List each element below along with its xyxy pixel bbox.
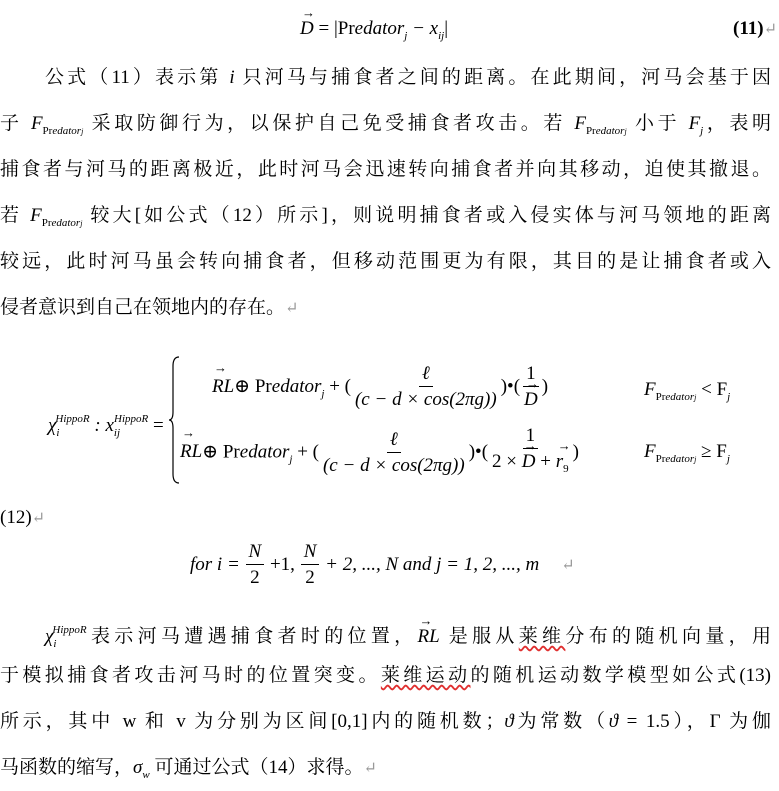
edator: edator xyxy=(239,441,290,463)
sub: edator xyxy=(595,125,625,137)
sub-9: 9 xyxy=(563,463,569,475)
vector-rl: → RL xyxy=(212,376,234,398)
plus-one: +1, xyxy=(265,553,300,575)
sub: edator xyxy=(51,217,81,229)
vector-rl: → RL xyxy=(180,441,202,463)
sigma: σ xyxy=(133,757,143,778)
numerator: 1 xyxy=(523,362,539,387)
spellcheck-word: 莱维运动 xyxy=(380,665,471,686)
vector-rl: → RL xyxy=(418,622,440,652)
equation-12-case2 xyxy=(180,424,579,482)
denominator: (c − d × cos(2πg)) xyxy=(322,454,465,476)
para1-line3 xyxy=(0,155,771,185)
equation-12-case1 xyxy=(212,362,548,413)
gamma: Γ xyxy=(709,711,721,732)
fraction xyxy=(489,424,572,482)
sub-j: j xyxy=(404,30,408,42)
minus-x: − x xyxy=(407,18,439,39)
vector-d: → D xyxy=(522,449,536,475)
oplus: ⊕ Pr xyxy=(202,441,240,463)
vector-d: → D xyxy=(300,14,314,44)
sub-j: j xyxy=(289,453,293,466)
oplus: ⊕ Pr xyxy=(234,375,272,397)
sub: Pr xyxy=(41,217,52,229)
spellcheck-word: 莱维 xyxy=(518,626,566,647)
sup: HippoR xyxy=(114,413,149,425)
text: 为常数（ xyxy=(513,711,609,732)
theta: ϑ xyxy=(504,711,514,732)
text: 子 xyxy=(0,113,23,134)
eq-sign: = xyxy=(153,415,164,436)
sub-w: w xyxy=(142,769,150,781)
sub-j: j xyxy=(80,219,83,228)
numerator: N xyxy=(301,540,320,565)
text: 为伽 xyxy=(729,711,771,732)
numerator: N xyxy=(246,540,265,565)
fraction xyxy=(521,362,541,413)
two-times: 2 × xyxy=(492,451,522,472)
plus: + ( xyxy=(292,441,319,463)
paren: ) xyxy=(541,375,549,397)
sub-j: j xyxy=(727,391,731,403)
sub-j: j xyxy=(726,453,730,465)
sup: HippoR xyxy=(55,413,90,425)
sub-j: j xyxy=(624,127,627,136)
denominator: (c − d × cos(2πg)) xyxy=(354,389,497,410)
fraction xyxy=(352,362,500,413)
numerator: ℓ xyxy=(419,362,433,387)
chi: χ xyxy=(45,626,54,647)
edator: edator xyxy=(271,375,322,397)
equation-12-lhs xyxy=(48,404,164,448)
eq-sign: = | xyxy=(318,18,338,39)
text: 所示，其中 w 和 v 为分别为区间[0,1]内的随机数； xyxy=(0,711,505,732)
sub-ij: ij xyxy=(113,427,121,439)
var-i: i xyxy=(229,67,235,88)
denominator: 2 xyxy=(250,567,260,588)
text: 采取防御行为，以保护自己免受捕食者攻击。若 xyxy=(91,113,566,134)
text: 是服从 xyxy=(448,626,519,647)
edator: edator xyxy=(354,18,405,39)
chi: χ xyxy=(48,415,57,436)
numerator: ℓ xyxy=(387,428,401,453)
paren: ) xyxy=(572,441,579,463)
var-f: F xyxy=(644,379,656,400)
var-f: F xyxy=(30,205,42,226)
text: ）， xyxy=(669,711,710,732)
condition-1 xyxy=(644,375,730,413)
text: 于模拟捕食者攻击河马时的位置突变。 xyxy=(0,665,381,686)
fraction xyxy=(320,428,468,479)
sub-j: j xyxy=(700,125,704,137)
para1-line1 xyxy=(45,63,771,93)
para1-line5 xyxy=(0,247,771,277)
paragraph-mark-icon: ↵ xyxy=(561,556,575,574)
condition-2 xyxy=(644,437,730,475)
lt-f: < F xyxy=(701,379,728,400)
para2-line1 xyxy=(45,615,771,650)
abs-close: | xyxy=(444,18,449,39)
left-brace-icon xyxy=(168,356,180,484)
text: 侵者意识到自己在领地内的存在。 xyxy=(0,297,286,318)
sub-j: j xyxy=(694,455,697,464)
pr: Pr xyxy=(337,18,355,39)
for-i: for i = xyxy=(190,553,245,575)
sub-j: j xyxy=(694,393,697,402)
para2-line3 xyxy=(0,707,771,737)
text: 马函数的缩写， xyxy=(0,757,134,778)
sub: Pr xyxy=(655,391,666,403)
dot: )•( xyxy=(500,375,521,397)
label-11: (11) xyxy=(733,18,764,39)
paragraph-mark-icon: ↵ xyxy=(285,300,299,317)
paragraph-mark-icon: ↵ xyxy=(31,510,46,527)
text: 的随机运动数学模型如公式(13) xyxy=(470,665,771,686)
text: 小于 xyxy=(635,113,681,134)
sub: edator xyxy=(52,125,82,137)
text: 若 xyxy=(0,205,23,226)
text: 只河马与捕食者之间的距离。在此期间，河马会基于因 xyxy=(242,67,772,88)
para1-line2 xyxy=(0,109,771,139)
text: = 1.5 xyxy=(618,711,670,732)
para2-line4 xyxy=(0,753,771,783)
sub: Pr xyxy=(585,125,596,137)
sub-j: j xyxy=(81,127,84,136)
paragraph-mark-icon: ↵ xyxy=(363,760,377,777)
var-f: F xyxy=(644,441,656,462)
vector-d: → D xyxy=(524,387,538,413)
rest: + 2, ..., N and j = 1, 2, ..., m xyxy=(320,553,540,575)
sub: Pr xyxy=(42,125,53,137)
sub: edator xyxy=(665,453,695,465)
denominator: 2 xyxy=(305,567,315,588)
plus: + xyxy=(535,451,556,472)
text: 较远，此时河马虽会转向捕食者，但移动范围更为有限，其目的是让捕食者或入 xyxy=(0,251,771,272)
sub: Pr xyxy=(655,453,666,465)
sub: edator xyxy=(665,391,695,403)
var-f: F xyxy=(688,113,701,134)
equation-12-label xyxy=(0,503,45,534)
para1-line6 xyxy=(0,293,771,323)
sub-ij: ij xyxy=(438,30,445,42)
theta: ϑ xyxy=(608,711,619,732)
equation-11 xyxy=(300,14,448,51)
equation-11-label xyxy=(733,14,777,45)
vector-r: → r xyxy=(556,449,563,475)
sup: HippoR xyxy=(52,624,87,636)
sub-i: i xyxy=(53,638,57,650)
text: 捕食者与河马的距离极近，此时河马会迅速转向捕食者并向其移动，迫使其撤退。 xyxy=(0,159,771,180)
var-f: F xyxy=(574,113,586,134)
fraction xyxy=(246,540,265,591)
ge-f: ≥ F xyxy=(701,441,727,462)
text: 公式（11）表示第 xyxy=(45,67,222,88)
fraction xyxy=(301,540,320,591)
text: 较大[如公式（12）所示]，则说明捕食者或入侵实体与河马领地的距离 xyxy=(90,205,772,226)
dot: )•( xyxy=(468,441,489,463)
index-range-formula xyxy=(190,540,575,591)
para1-line4 xyxy=(0,201,771,231)
colon-x: : x xyxy=(89,415,114,436)
label-12: (12) xyxy=(0,507,32,528)
plus: + ( xyxy=(324,375,351,397)
text: 可通过公式（14）求得。 xyxy=(154,757,364,778)
para2-line2 xyxy=(0,661,771,691)
var-f: F xyxy=(30,113,43,134)
sub-j: j xyxy=(321,387,325,400)
text: ，表明 xyxy=(703,113,771,134)
numerator: 1 xyxy=(523,424,539,449)
sub-i: i xyxy=(56,427,60,439)
paragraph-mark-icon: ↵ xyxy=(763,21,778,38)
text: 分布的随机向量，用 xyxy=(565,626,771,647)
text: 表示河马遭遇捕食者时的位置， xyxy=(86,626,418,647)
